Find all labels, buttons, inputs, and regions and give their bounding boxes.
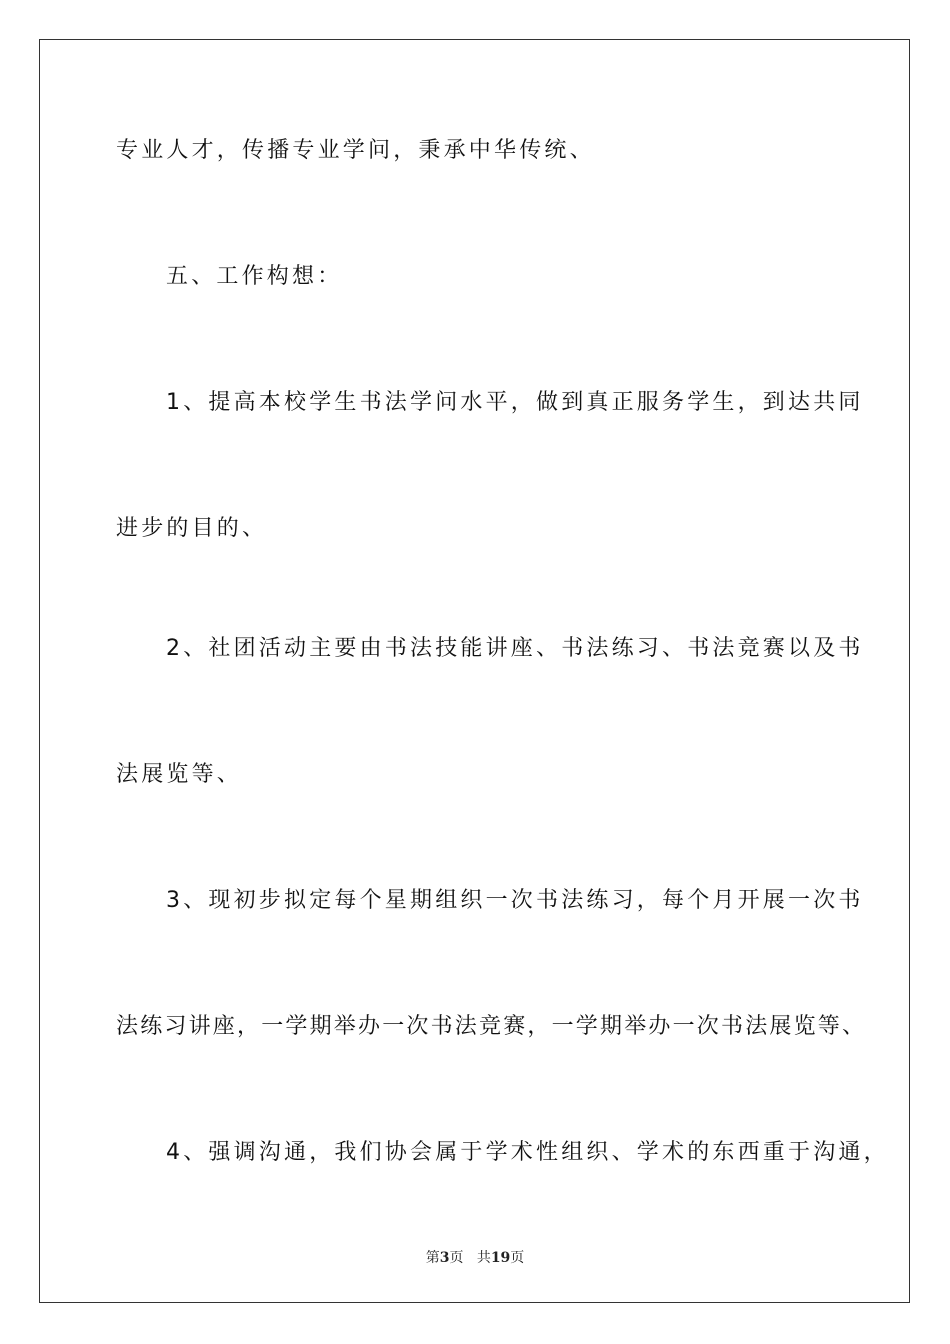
body-line-8: 法练习讲座，一学期举办一次书法竞赛，一学期举办一次书法展览等、 xyxy=(116,1014,867,1039)
body-line-7: 3、现初步拟定每个星期组织一次书法练习，每个月开展一次书 xyxy=(166,888,864,913)
total-suffix: 页 xyxy=(510,1250,525,1266)
section-heading: 五、工作构想： xyxy=(166,264,343,289)
page-number: 3 xyxy=(439,1250,450,1266)
body-line-5: 2、社团活动主要由书法技能讲座、书法练习、书法竞赛以及书 xyxy=(166,636,864,661)
page-footer xyxy=(0,1247,950,1267)
page-border xyxy=(39,39,910,1303)
page-suffix: 页 xyxy=(449,1250,464,1266)
total-prefix: 共 xyxy=(476,1250,491,1266)
body-line-3: 1、提高本校学生书法学问水平，做到真正服务学生，到达共同 xyxy=(166,390,864,415)
total-pages: 19 xyxy=(490,1250,511,1266)
page-prefix: 第 xyxy=(425,1250,440,1266)
body-line-1: 专业人才，传播专业学问，秉承中华传统、 xyxy=(116,138,595,163)
body-line-6: 法展览等、 xyxy=(116,762,243,787)
body-line-9: 4、强调沟通，我们协会属于学术性组织、学术的东西重于沟通， xyxy=(166,1140,889,1165)
body-line-4: 进步的目的、 xyxy=(116,516,268,541)
